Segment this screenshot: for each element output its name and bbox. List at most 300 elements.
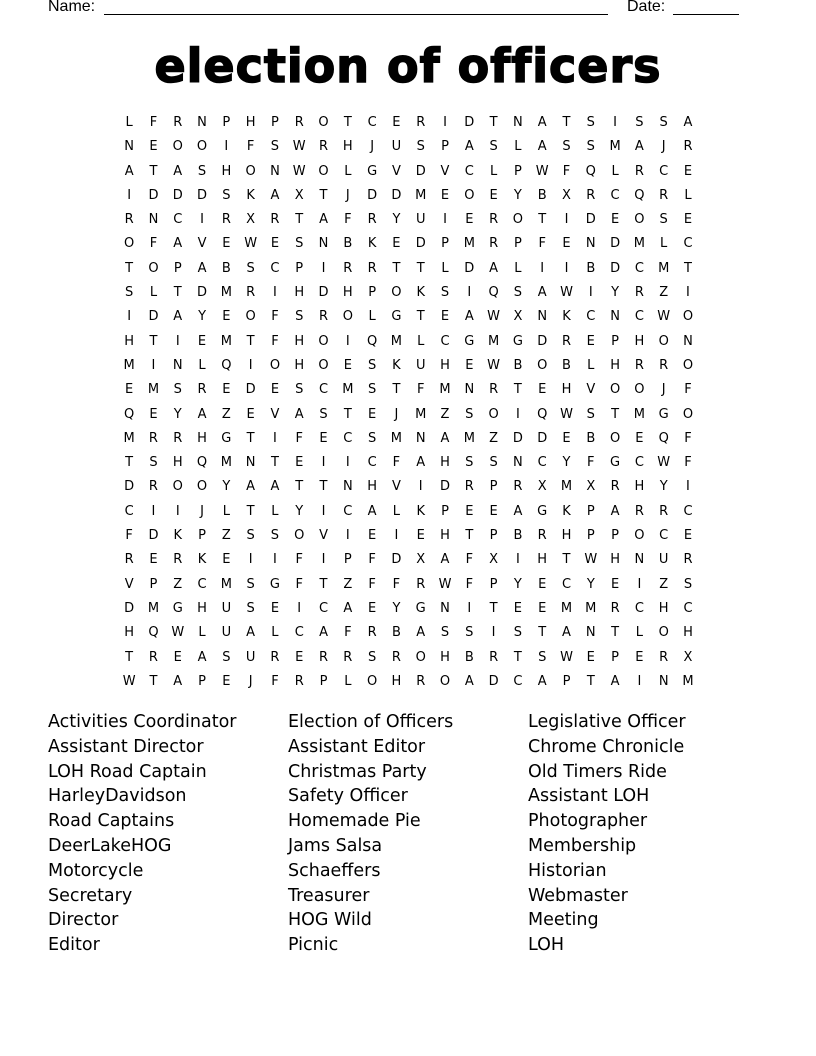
grid-letter: B <box>586 430 596 446</box>
grid-letter: S <box>465 455 474 471</box>
grid-letter: P <box>611 649 619 665</box>
grid-letter: N <box>537 309 548 325</box>
grid-letter: S <box>513 625 523 641</box>
grid-letter: O <box>342 309 353 325</box>
grid-letter: W <box>292 139 306 155</box>
grid-letter: R <box>173 430 183 446</box>
grid-letter: P <box>441 236 449 252</box>
grid-letter: M <box>609 139 621 155</box>
grid-letter: M <box>220 576 232 592</box>
grid-letter: G <box>269 576 280 592</box>
grid-letter: A <box>416 625 426 641</box>
grid-letter: N <box>172 357 183 373</box>
grid-letter: C <box>610 187 620 203</box>
word-list-item: Legislative Officer <box>528 712 686 732</box>
grid-letter: D <box>197 187 208 203</box>
grid-letter: F <box>149 236 158 252</box>
grid-letter: S <box>635 115 644 130</box>
grid-letter: G <box>391 309 402 325</box>
grid-letter: M <box>390 430 403 446</box>
grid-letter: P <box>489 576 498 592</box>
grid-letter: E <box>440 309 450 325</box>
grid-letter: T <box>513 382 522 398</box>
grid-letter: F <box>684 430 692 446</box>
grid-letter: O <box>658 333 669 349</box>
grid-letter: J <box>661 382 666 398</box>
grid-letter: C <box>318 382 329 398</box>
grid-letter: S <box>173 382 182 398</box>
grid-letter: A <box>173 309 183 325</box>
grid-letter: T <box>513 649 522 665</box>
grid-letter: D <box>124 600 135 616</box>
grid-letter: N <box>245 455 256 471</box>
grid-letter: E <box>295 649 304 665</box>
grid-letter: Q <box>221 357 232 373</box>
grid-letter: F <box>465 552 474 568</box>
grid-letter: I <box>200 212 204 228</box>
grid-letter: H <box>440 357 450 373</box>
grid-letter: S <box>465 625 474 641</box>
grid-letter: I <box>443 115 447 130</box>
grid-letter: F <box>392 576 401 592</box>
grid-letter: R <box>659 649 669 665</box>
grid-letter: Q <box>488 285 499 301</box>
grid-letter: D <box>415 163 426 179</box>
grid-letter: N <box>585 625 596 641</box>
grid-letter: Y <box>392 600 401 616</box>
grid-letter: D <box>440 479 451 495</box>
grid-letter: P <box>586 503 595 519</box>
grid-letter: F <box>684 382 692 398</box>
grid-letter: R <box>489 649 499 665</box>
grid-letter: C <box>683 236 693 252</box>
grid-letter: I <box>467 600 472 616</box>
grid-letter: F <box>587 455 595 471</box>
grid-letter: B <box>537 187 547 203</box>
grid-letter: F <box>416 382 425 398</box>
grid-letter: A <box>124 163 134 179</box>
grid-letter: E <box>465 357 474 373</box>
grid-letter: O <box>512 212 524 228</box>
grid-letter: J <box>200 503 204 519</box>
grid-letter: D <box>197 285 208 301</box>
grid-letter: Y <box>562 455 571 471</box>
grid-letter: T <box>586 673 595 689</box>
grid-letter: T <box>125 455 134 471</box>
grid-letter: R <box>173 552 183 568</box>
grid-letter: E <box>392 236 401 252</box>
grid-letter: E <box>149 406 158 422</box>
grid-letter: E <box>465 503 474 519</box>
grid-letter: T <box>611 406 620 422</box>
grid-letter: N <box>683 333 693 349</box>
grid-letter: T <box>562 552 571 568</box>
grid-letter: H <box>440 649 450 665</box>
grid-letter: E <box>538 600 547 616</box>
grid-letter: D <box>172 187 183 203</box>
grid-letter: T <box>295 212 304 228</box>
grid-letter: P <box>441 503 449 519</box>
grid-letter: R <box>221 212 231 228</box>
grid-letter: E <box>173 649 182 665</box>
grid-letter: I <box>345 528 350 544</box>
grid-letter: H <box>342 139 353 155</box>
grid-letter: S <box>586 406 595 422</box>
grid-letter: I <box>151 357 156 373</box>
grid-letter: R <box>343 649 353 665</box>
grid-letter: A <box>537 115 547 130</box>
grid-letter: C <box>270 260 280 276</box>
grid-letter: R <box>367 212 377 228</box>
grid-letter: R <box>659 187 669 203</box>
grid-letter: O <box>682 357 694 373</box>
grid-letter: F <box>538 236 546 252</box>
grid-letter: O <box>634 212 645 228</box>
grid-letter: L <box>222 503 230 519</box>
grid-letter: H <box>367 479 377 495</box>
grid-letter: E <box>125 382 134 398</box>
grid-letter: F <box>465 576 474 592</box>
grid-letter: S <box>246 528 255 544</box>
grid-letter: T <box>465 528 474 544</box>
word-list-item: Secretary <box>48 885 133 906</box>
page-title <box>0 36 816 96</box>
grid-letter: X <box>246 212 256 228</box>
grid-letter: C <box>659 528 669 544</box>
grid-letter: Z <box>173 576 183 592</box>
grid-letter: L <box>635 625 643 641</box>
grid-letter: A <box>683 115 693 130</box>
grid-letter: T <box>149 333 158 349</box>
grid-letter: T <box>125 260 134 276</box>
grid-letter: L <box>149 285 158 301</box>
grid-letter: N <box>513 115 523 130</box>
grid-letter: K <box>173 528 182 544</box>
word-list-item: Safety Officer <box>288 786 408 807</box>
grid-letter: R <box>294 673 304 689</box>
grid-letter: R <box>367 260 377 276</box>
grid-letter: F <box>344 212 352 228</box>
grid-letter: Z <box>221 406 231 422</box>
grid-letter: Q <box>196 455 208 471</box>
grid-letter: R <box>586 187 596 203</box>
grid-letter: I <box>273 285 277 301</box>
grid-letter: E <box>246 406 255 422</box>
grid-letter: G <box>512 333 523 349</box>
grid-letter: H <box>634 333 645 349</box>
grid-letter: R <box>634 357 644 373</box>
grid-letter: O <box>318 115 329 130</box>
grid-letter: I <box>637 673 642 689</box>
grid-letter: I <box>515 406 520 422</box>
grid-letter: D <box>318 285 329 301</box>
grid-letter: K <box>367 236 377 252</box>
word-list-item: Homemade Pie <box>288 811 421 832</box>
grid-letter: M <box>439 382 451 398</box>
grid-letter: D <box>610 260 621 276</box>
grid-letter: E <box>465 212 474 228</box>
grid-letter: N <box>148 212 159 228</box>
grid-letter: B <box>586 260 596 276</box>
grid-letter: X <box>513 309 523 325</box>
grid-letter: Y <box>173 406 182 422</box>
grid-letter: R <box>148 430 158 446</box>
word-list-item: Christmas Party <box>288 761 427 782</box>
grid-letter: M <box>633 236 645 252</box>
grid-letter: P <box>198 528 206 544</box>
grid-letter: Y <box>513 576 522 592</box>
grid-letter: E <box>270 382 280 398</box>
grid-letter: I <box>127 187 132 203</box>
grid-letter: H <box>634 479 645 495</box>
grid-letter: B <box>513 528 523 544</box>
grid-letter: W <box>535 163 549 179</box>
grid-letter: U <box>221 600 232 616</box>
grid-letter: S <box>319 406 328 422</box>
grid-letter: T <box>343 406 352 422</box>
grid-letter: D <box>391 187 402 203</box>
grid-letter: T <box>392 260 401 276</box>
grid-letter: E <box>392 115 401 130</box>
grid-letter: U <box>415 357 426 373</box>
grid-letter: C <box>367 455 377 471</box>
grid-letter: G <box>464 333 475 349</box>
grid-letter: M <box>560 600 573 616</box>
grid-letter: L <box>368 309 376 325</box>
grid-letter: A <box>246 479 256 495</box>
grid-letter: K <box>392 357 401 373</box>
grid-letter: S <box>416 139 425 155</box>
grid-letter: U <box>245 649 256 665</box>
grid-letter: M <box>463 430 475 446</box>
grid-letter: E <box>683 212 693 228</box>
grid-letter: N <box>464 382 475 398</box>
grid-letter: A <box>197 260 207 276</box>
grid-letter: W <box>560 285 573 301</box>
grid-letter: O <box>634 528 645 544</box>
grid-letter: R <box>683 552 693 568</box>
grid-letter: G <box>172 600 183 616</box>
grid-letter: E <box>562 430 571 446</box>
grid-letter: L <box>392 503 401 519</box>
word-list-item: Road Captains <box>48 811 175 832</box>
grid-letter: T <box>538 212 547 228</box>
grid-letter: I <box>321 455 326 471</box>
grid-letter: U <box>415 212 426 228</box>
word-list-item: Assistant Editor <box>288 736 426 757</box>
grid-letter: O <box>682 309 694 325</box>
grid-letter: S <box>489 455 498 471</box>
grid-letter: E <box>319 430 328 446</box>
grid-letter: X <box>489 552 499 568</box>
grid-letter: L <box>489 163 498 179</box>
grid-letter: Y <box>392 212 401 228</box>
grid-letter: N <box>513 455 523 471</box>
grid-letter: F <box>149 115 158 130</box>
grid-letter: C <box>197 576 207 592</box>
grid-letter: T <box>684 260 692 276</box>
grid-letter: N <box>124 139 135 155</box>
grid-letter: W <box>487 357 501 373</box>
grid-letter: T <box>149 163 158 179</box>
grid-letter: C <box>173 212 183 228</box>
grid-letter: U <box>221 625 232 641</box>
grid-letter: W <box>438 576 452 592</box>
grid-letter: B <box>513 357 523 373</box>
grid-letter: X <box>416 552 426 568</box>
word-list-item: Photographer <box>528 811 648 832</box>
grid-letter: B <box>464 649 474 665</box>
grid-letter: P <box>513 163 522 179</box>
grid-letter: N <box>318 236 329 252</box>
grid-letter: D <box>488 673 499 689</box>
grid-letter: R <box>537 528 547 544</box>
grid-letter: W <box>584 552 598 568</box>
grid-letter: V <box>586 382 596 398</box>
grid-letter: Q <box>148 625 159 641</box>
grid-letter: E <box>222 552 231 568</box>
grid-letter: R <box>659 357 669 373</box>
grid-letter: D <box>391 552 402 568</box>
word-list-item: HOG Wild <box>288 910 372 931</box>
grid-letter: S <box>222 649 231 665</box>
grid-letter: C <box>586 309 596 325</box>
grid-letter: C <box>343 430 353 446</box>
grid-letter: V <box>391 479 401 495</box>
grid-letter: J <box>248 673 253 689</box>
grid-letter: E <box>222 309 231 325</box>
grid-letter: F <box>344 625 352 641</box>
grid-letter: O <box>318 333 329 349</box>
date-label: Date: <box>627 0 666 15</box>
grid-letter: T <box>343 115 352 130</box>
grid-letter: Y <box>611 285 620 301</box>
grid-letter: M <box>390 333 403 349</box>
word-list-item: Activities Coordinator <box>48 712 237 732</box>
grid-letter: H <box>294 285 305 301</box>
grid-letter: C <box>634 260 644 276</box>
grid-letter: R <box>246 285 256 301</box>
grid-letter: T <box>611 625 620 641</box>
grid-letter: I <box>248 552 253 568</box>
grid-letter: R <box>659 503 669 519</box>
grid-letter: O <box>439 673 451 689</box>
grid-letter: V <box>197 236 207 252</box>
grid-letter: H <box>245 115 256 130</box>
grid-letter: A <box>464 139 474 155</box>
grid-letter: F <box>392 455 401 471</box>
grid-letter: C <box>464 163 474 179</box>
grid-letter: E <box>416 528 425 544</box>
grid-letter: T <box>489 115 498 130</box>
word-list-item: LOH <box>528 935 565 956</box>
grid-letter: R <box>416 673 426 689</box>
grid-letter: I <box>273 552 277 568</box>
grid-letter: O <box>634 382 645 398</box>
grid-letter: O <box>245 163 256 179</box>
word-list-column-3 <box>528 710 686 958</box>
grid-letter: E <box>368 406 377 422</box>
grid-letter: A <box>270 479 280 495</box>
grid-letter: A <box>173 236 183 252</box>
grid-letter: X <box>683 649 693 665</box>
grid-letter: A <box>610 673 620 689</box>
grid-letter: C <box>294 625 304 641</box>
word-list-item: Chrome Chronicle <box>528 736 685 757</box>
grid-letter: O <box>537 357 548 373</box>
grid-letter: L <box>417 333 425 349</box>
grid-letter: I <box>564 212 569 228</box>
grid-letter: S <box>270 528 280 544</box>
grid-letter: W <box>560 406 573 422</box>
grid-letter: C <box>634 600 644 616</box>
grid-letter: A <box>610 503 620 519</box>
grid-letter: J <box>345 187 350 203</box>
grid-letter: R <box>197 382 207 398</box>
grid-letter: Q <box>537 406 548 422</box>
grid-letter: E <box>538 382 547 398</box>
grid-letter: I <box>418 479 423 495</box>
grid-letter: E <box>440 187 450 203</box>
grid-letter: F <box>684 455 692 471</box>
grid-letter: D <box>148 187 159 203</box>
grid-letter: B <box>343 236 353 252</box>
grid-letter: P <box>295 260 304 276</box>
grid-letter: I <box>321 260 326 276</box>
grid-letter: A <box>440 430 450 446</box>
grid-letter: D <box>415 236 426 252</box>
grid-letter: A <box>367 503 377 519</box>
grid-letter: V <box>391 163 401 179</box>
grid-letter: L <box>684 187 692 203</box>
grid-letter: S <box>367 649 377 665</box>
grid-letter: H <box>440 528 450 544</box>
grid-letter: F <box>295 576 303 592</box>
grid-letter: D <box>367 187 378 203</box>
grid-letter: E <box>197 333 207 349</box>
grid-letter: K <box>416 285 425 301</box>
grid-letter: I <box>613 115 617 130</box>
grid-letter: X <box>562 187 571 203</box>
grid-letter: H <box>124 625 135 641</box>
grid-letter: N <box>610 309 620 325</box>
grid-letter: Q <box>585 163 596 179</box>
grid-letter: C <box>561 576 572 592</box>
grid-letter: S <box>295 382 304 398</box>
grid-letter: T <box>538 625 547 641</box>
grid-letter: F <box>271 673 279 689</box>
name-blank-line <box>104 14 608 15</box>
grid-letter: E <box>149 552 158 568</box>
grid-letter: A <box>173 673 183 689</box>
grid-letter: Z <box>489 430 499 446</box>
grid-letter: M <box>633 406 645 422</box>
grid-letter: L <box>514 139 522 155</box>
grid-letter: M <box>147 382 160 398</box>
grid-letter: A <box>173 163 183 179</box>
grid-letter: A <box>537 285 547 301</box>
grid-letter: H <box>610 357 620 373</box>
date-blank-line <box>673 14 739 15</box>
grid-letter: P <box>489 528 498 544</box>
grid-letter: S <box>586 115 595 130</box>
grid-letter: P <box>271 115 279 130</box>
grid-letter: G <box>610 455 621 471</box>
grid-letter: A <box>634 139 644 155</box>
grid-letter: B <box>391 625 401 641</box>
grid-letter: R <box>343 260 353 276</box>
grid-letter: I <box>443 212 447 228</box>
